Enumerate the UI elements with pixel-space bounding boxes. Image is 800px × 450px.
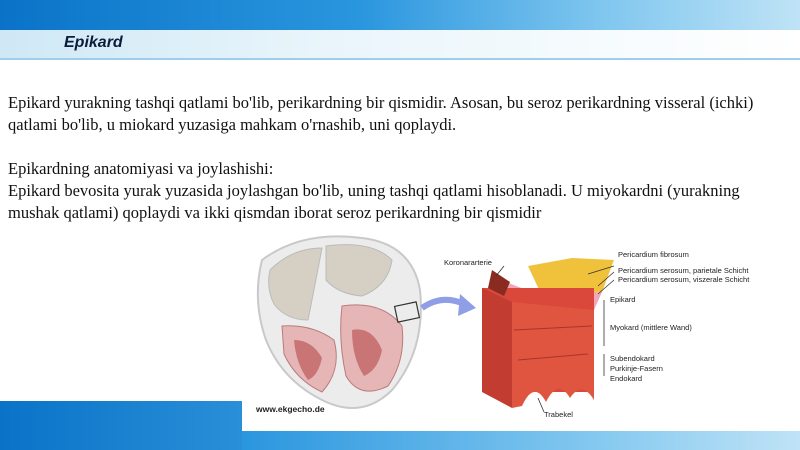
label-trabekel: Trabekel <box>544 410 573 419</box>
slide-body <box>8 92 794 224</box>
figure-credit: www.ekgecho.de <box>256 404 325 414</box>
label-purkinje: Purkinje-Fasern <box>610 364 663 373</box>
footer-band-right <box>242 431 800 450</box>
label-endokard: Endokard <box>610 374 643 383</box>
slide-title: Epikard <box>64 34 123 51</box>
footer-band-left <box>0 401 242 450</box>
zoom-arrow <box>422 300 464 308</box>
label-subendokard: Subendokard <box>610 354 655 363</box>
section-heading: Epikardning anatomiyasi va joylashishi: <box>8 159 274 178</box>
label-pericardium-visceral: Pericardium serosum, viszerale Schicht <box>618 275 750 284</box>
zoom-arrow-head <box>458 294 476 316</box>
label-myokard: Myokard (mittlere Wand) <box>610 323 692 332</box>
label-koronararterie: Koronararterie <box>444 258 492 267</box>
heart-wall-figure <box>242 230 800 431</box>
wall-block <box>482 258 614 408</box>
label-epikard: Epikard <box>610 295 636 304</box>
paragraph-intro: Epikard yurakning tashqi qatlami bo'lib, perikardning bir qismidir. Asosan, bu seroz perikardning visseral (ichki) qatlami bo'lib, u miokard yuzasiga mahkam o'rnashib, uni qoplaydi. <box>8 93 754 134</box>
header-divider <box>0 58 800 60</box>
paragraph-anatomy: Epikard bevosita yurak yuzasida joylashgan bo'lib, uning tashqi qatlami hisoblanadi. U miyokardni (yurakning mushak qatlami) qoplaydi va ikki qismdan iborat seroz perikardning bir qismidir <box>8 181 740 222</box>
heart-illustration <box>242 230 800 431</box>
heart-section <box>258 236 421 408</box>
label-pericardium-fibrosum: Pericardium fibrosum <box>618 250 689 259</box>
label-pericardium-parietal: Pericardium serosum, parietale Schicht <box>618 266 749 275</box>
